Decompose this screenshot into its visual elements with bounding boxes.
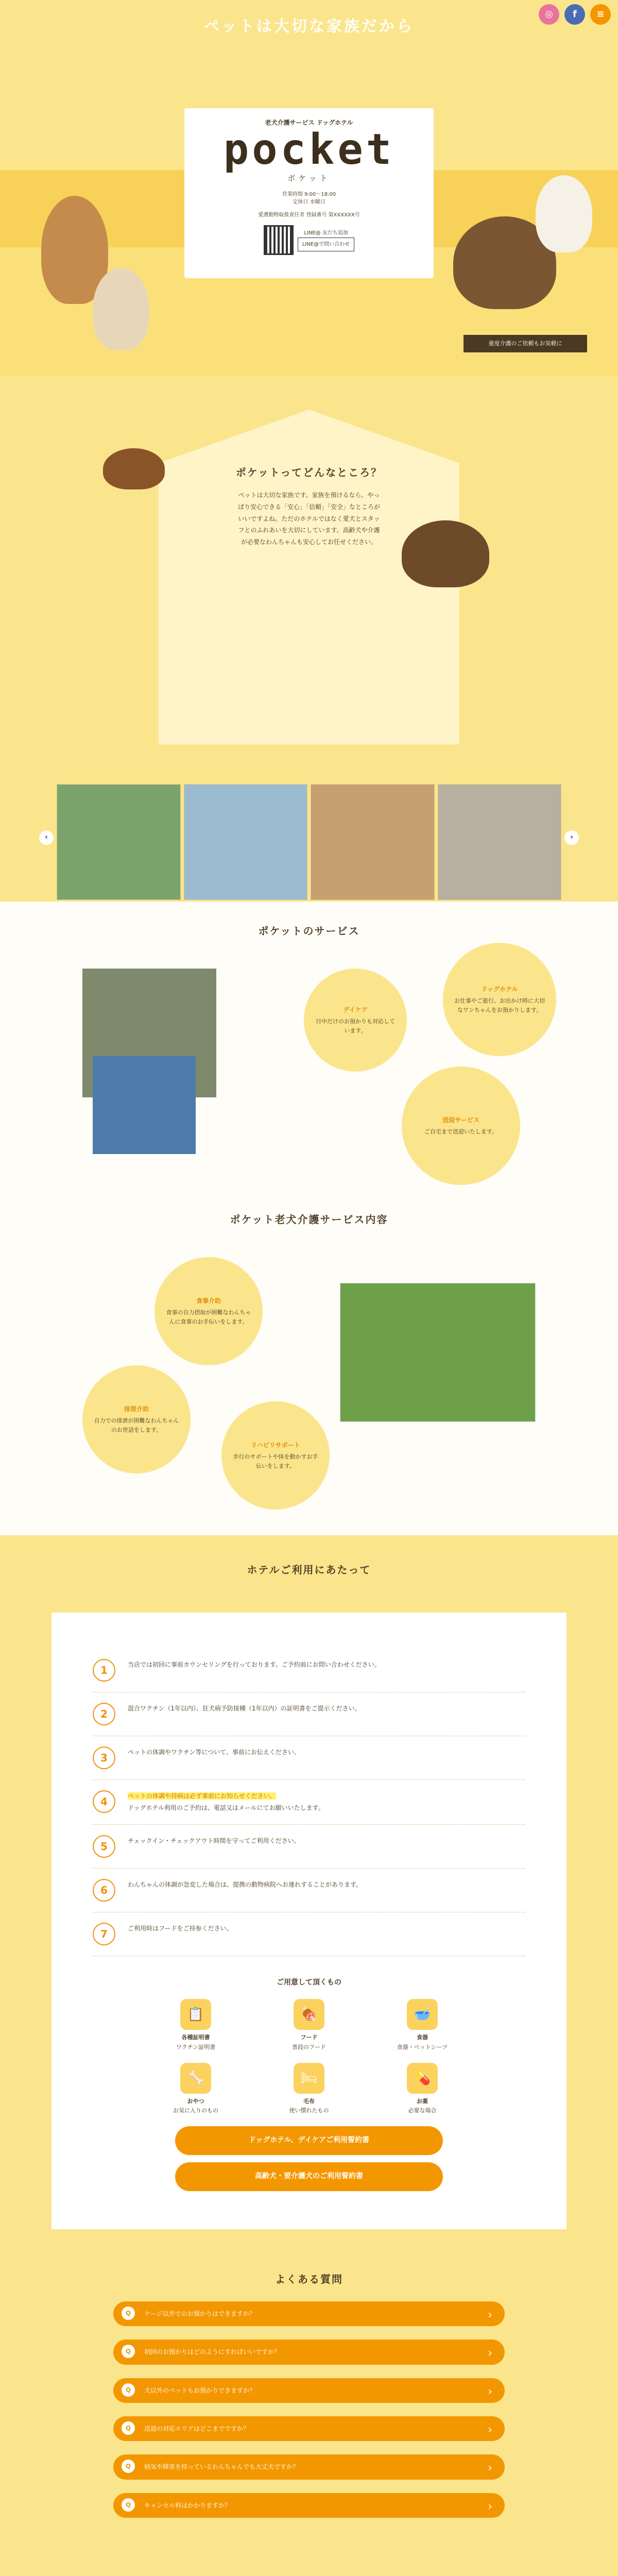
- registration-note: 愛護動物取扱責任者 登録番号 第XXXXXX号: [258, 212, 360, 218]
- need-item: 🛏 毛布 使い慣れたもの: [268, 2063, 350, 2116]
- menu-icon[interactable]: ≡: [590, 4, 611, 25]
- bone-icon: 🦴: [180, 2063, 211, 2094]
- photo-gallery: [45, 784, 573, 900]
- prev-arrow-icon[interactable]: ‹: [39, 831, 54, 845]
- bubble-text: 自力での排泄が困難なわんちゃんのお世話をします。: [94, 1417, 179, 1433]
- next-arrow-icon[interactable]: ›: [564, 831, 579, 845]
- qr-label: LINE@ 友だち追加: [304, 230, 348, 236]
- faq-item[interactable]: Q 病気や障害を持っているわんちゃんでも大丈夫ですか？ ›: [113, 2454, 505, 2479]
- hours-info: 営業時間 9:00〜18:00 定休日 水曜日: [282, 191, 336, 205]
- service-photo: [93, 1056, 196, 1154]
- needs-title: ご用意して頂くもの: [277, 1978, 341, 1987]
- services-title: ポケットのサービス: [258, 925, 360, 937]
- logo-subtitle: 老犬介護サービス ドッグホテル: [265, 119, 353, 126]
- instagram-icon[interactable]: ◎: [539, 4, 559, 25]
- shepherd-illustration: [402, 520, 489, 587]
- care-bubble: [221, 1401, 330, 1510]
- facebook-icon[interactable]: f: [564, 4, 585, 25]
- bowl-icon: 🥣: [407, 1999, 438, 2030]
- gallery-photo: [57, 784, 181, 900]
- care-agreement-button[interactable]: 高齢犬・要介護犬のご利用誓約書: [175, 2162, 443, 2191]
- dachshund-illustration: [103, 448, 165, 489]
- food-icon: 🍖: [294, 1999, 324, 2030]
- faq-item[interactable]: Q ケージ以外でのお預かりはできますか？ ›: [113, 2301, 505, 2326]
- need-item: 📋 各種証明書 ワクチン証明書: [154, 1999, 237, 2052]
- bubble-text: お仕事やご旅行、お出かけ時に大切なワンちゃんをお預かりします。: [454, 997, 545, 1013]
- need-item: 💊 お薬 必要な場合: [381, 2063, 464, 2116]
- bubble-heading: デイケア: [343, 1006, 368, 1013]
- pickup-bubble: [402, 1066, 520, 1185]
- usage-rule: 3 ペットの体調やワクチン等について、事前にお伝えください。: [93, 1736, 525, 1780]
- top-nav: [539, 4, 611, 25]
- dog-illustration: [536, 175, 592, 252]
- usage-rule: 6 わんちゃんの体調が急変した場合は、提携の動物病院へお連れすることがあります。: [93, 1869, 525, 1912]
- usage-rule: 7 ご利用時はフードをご持参ください。: [93, 1912, 525, 1956]
- qr-code-icon: [264, 225, 294, 255]
- care-photo: [340, 1283, 536, 1422]
- care-title: ポケット老犬介護サービス内容: [230, 1213, 388, 1226]
- medicine-icon: 💊: [407, 2063, 438, 2094]
- usage-section: [0, 1535, 618, 2229]
- hotel-agreement-button[interactable]: ドッグホテル、デイケアご利用誓約書: [175, 2126, 443, 2155]
- need-item: 🍖 フード 普段のフード: [268, 1999, 350, 2052]
- faq-title: よくある質問: [275, 2273, 343, 2285]
- about-title: ポケットってどんなところ？: [235, 466, 383, 479]
- bubble-heading: 排泄介助: [124, 1405, 149, 1413]
- about-text: ペットは大切な家族です。家族を預けるなら、やっぱり安心できる「安心」「信頼」「安全」なところがいいですよね。ただのホテルではなく愛犬とスタッフとのふれあいを大切にしています。高齢犬や介護が必要なわんちゃんも安心してお任せください。: [237, 492, 380, 546]
- price-section: [0, 2562, 618, 2576]
- usage-rule: 2 混合ワクチン（1年以内）、狂犬病予防接種（1年以内）の証明書をご提示ください。: [93, 1692, 525, 1736]
- faq-item[interactable]: Q 初回のお預かりはどのようにすればいいですか？ ›: [113, 2340, 505, 2364]
- highlight-text: ペットの体調や持病は必ず事前にお知らせください。: [128, 1792, 276, 1800]
- bubble-heading: 食事介助: [196, 1297, 221, 1304]
- bubble-heading: ドッグホテル: [481, 985, 518, 993]
- bubble-text: 食事の自力摂取が困難なわんちゃんに食事のお手伝いをします。: [166, 1309, 251, 1325]
- blanket-icon: 🛏: [294, 2063, 324, 2094]
- logo: pocket: [223, 125, 395, 175]
- need-item: 🥣 食器 食器・ペットシーツ: [381, 1999, 464, 2052]
- usage-card: [52, 1613, 566, 2229]
- services-section: [0, 902, 618, 1195]
- bubble-heading: 送迎サービス: [442, 1116, 479, 1124]
- needs-grid: [144, 1999, 474, 2116]
- gallery-photo: [438, 784, 562, 900]
- gallery-photo: [311, 784, 435, 900]
- hotel-bubble: [443, 943, 556, 1056]
- bubble-text: 日中だけのお預かりも対応しています。: [316, 1018, 395, 1034]
- gallery-photo: [184, 784, 308, 900]
- bubble-text: ご自宅まで送迎いたします。: [424, 1128, 498, 1135]
- usage-title: ホテルご利用にあたって: [247, 1564, 371, 1576]
- about-section: [0, 376, 618, 902]
- care-bubble: [154, 1257, 263, 1365]
- document-icon: 📋: [180, 1999, 211, 2030]
- side-card[interactable]: 重度介護のご依頼もお気軽に: [464, 335, 587, 352]
- usage-rule: 4 ペットの体調や持病は必ず事前にお知らせください。 ドッグホテル利用のご予約は、電話又はメールにてお願いいたします。: [93, 1780, 525, 1825]
- logo-kana: ポケット: [287, 174, 331, 183]
- care-bubble: [82, 1365, 191, 1473]
- usage-rule: 5 チェックイン・チェックアウト時間を守ってご利用ください。: [93, 1825, 525, 1869]
- faq-section: [0, 2229, 618, 2562]
- bubble-heading: リハビリサポート: [251, 1441, 300, 1449]
- faq-item[interactable]: Q 送迎の対応エリアはどこまでですか？ ›: [113, 2416, 505, 2441]
- dog-illustration: [93, 268, 149, 350]
- faq-item[interactable]: Q キャンセル料はかかりますか？ ›: [113, 2493, 505, 2518]
- need-item: 🦴 おやつ お気に入りのもの: [154, 2063, 237, 2116]
- faq-item[interactable]: Q 犬以外のペットもお預かりできますか？ ›: [113, 2378, 505, 2403]
- qr-block: [184, 225, 434, 255]
- logo-card: [184, 108, 434, 278]
- usage-rule: 1 当店では初回に事前カウンセリングを行っております。ご予約前にお問い合わせください。: [93, 1649, 525, 1692]
- hero: [0, 0, 618, 376]
- line-button[interactable]: LINE@で問い合わせ: [298, 238, 354, 251]
- bubble-text: 歩行のサポートや体を動かすお手伝いをします。: [233, 1453, 318, 1469]
- daycare-bubble: [304, 969, 407, 1072]
- hero-slogan: ペットは大切な家族だから: [204, 18, 414, 36]
- care-section: [0, 1195, 618, 1535]
